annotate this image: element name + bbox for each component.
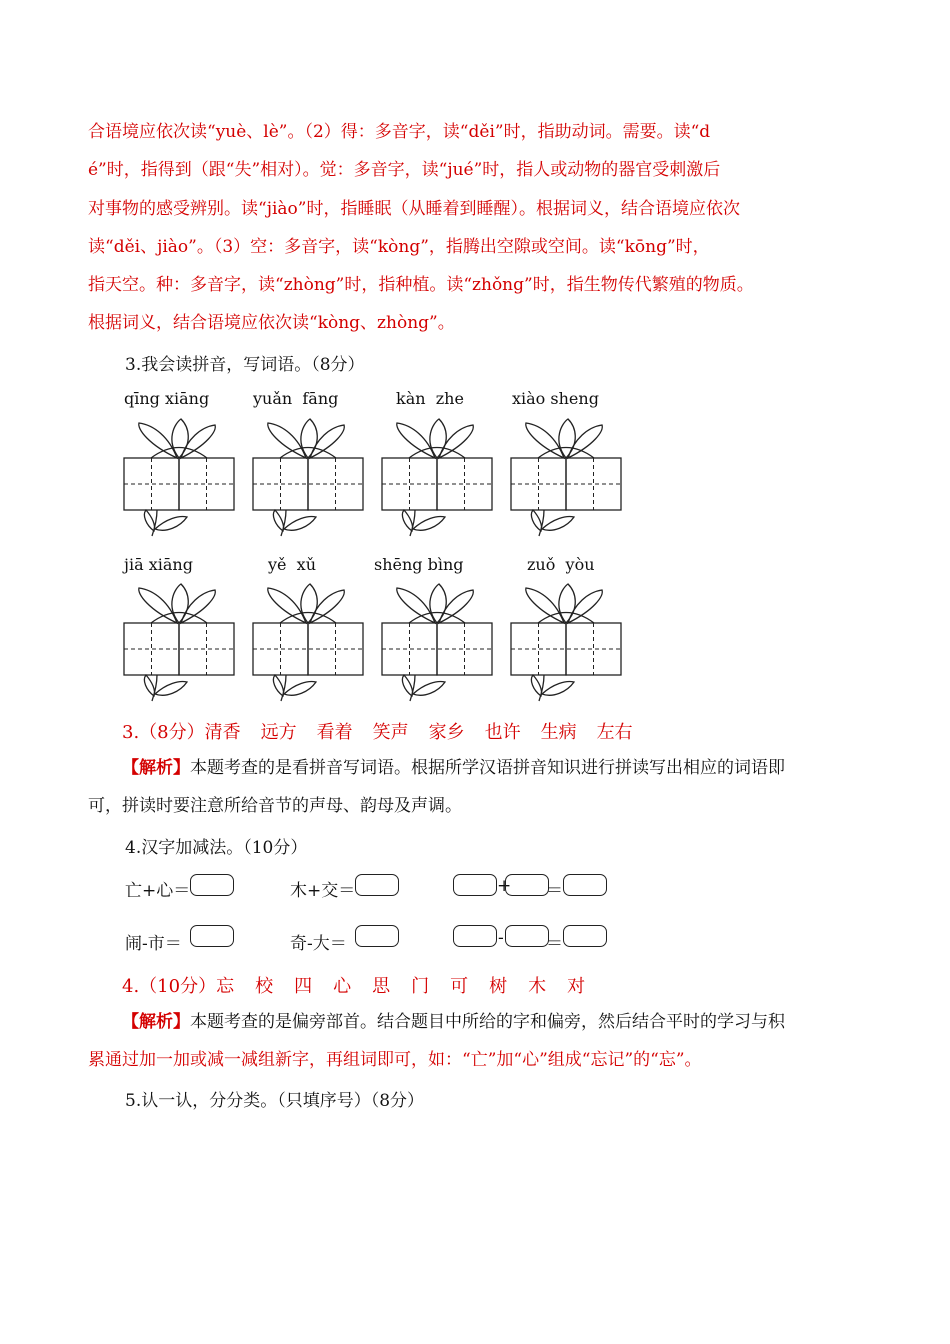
- equation-4: [290, 929, 347, 954]
- analysis-label: 【解析】: [122, 758, 190, 778]
- analysis-text: 本题考查的是看拼音写词语。根据所学汉语拼音知识进行拼读写出相应的词语即: [190, 758, 785, 778]
- flower-grid: [382, 584, 492, 701]
- answer-word: 远方: [260, 722, 297, 743]
- answer-box[interactable]: [505, 925, 549, 947]
- flower-head-arc: [538, 613, 594, 624]
- answer-word: 四: [294, 976, 313, 997]
- writing-grid-row: [0, 415, 950, 540]
- flower-grid: [124, 419, 234, 536]
- answer-word: 对: [567, 976, 586, 997]
- answer-text-line: é”时，指得到（跟“失”相对）。觉：多音字，读“jué”时，指人或动物的器官受刺激后: [88, 160, 721, 180]
- analysis-text: 累通过加一加或减一减组新字，再组词即可，如：“亡”加“心”组成“忘记”的“忘”。: [88, 1050, 702, 1070]
- equation-text: 奇-大＝: [290, 934, 347, 954]
- answer-text-line: 合语境应依次读“yuè、lè”。（2）得：多音字，读“děi”时，指助动词。需要。读“d: [88, 122, 711, 142]
- pinyin-label: jiā xiāng: [124, 555, 193, 574]
- minus-sign: -: [498, 928, 504, 948]
- answer-word: 木: [528, 976, 547, 997]
- equation-text: 木+交＝: [290, 881, 356, 901]
- question-3-title: 3.我会读拼音，写词语。（8分）: [125, 355, 365, 375]
- leaf-icon: [273, 510, 283, 531]
- answer-text-line: 读“děi、jiào”。（3）空：多音字，读“kòng”，指腾出空隙或空间。读“kōng”时，: [88, 237, 710, 257]
- flower-grid: [511, 419, 621, 536]
- leaf-icon: [531, 675, 541, 696]
- answer-box[interactable]: [355, 874, 399, 896]
- answer-box[interactable]: [563, 874, 607, 896]
- answer-box[interactable]: [190, 925, 234, 947]
- answer-box[interactable]: [563, 925, 607, 947]
- flower-grid: [253, 584, 363, 701]
- leaf-icon: [402, 675, 412, 696]
- answer-box[interactable]: [505, 874, 549, 896]
- flower-head-arc: [280, 613, 336, 624]
- answer-text-line: 根据词义，结合语境应依次读“kòng、zhòng”。: [88, 313, 455, 333]
- leaf-icon: [284, 682, 316, 696]
- equation-text: 闹-市＝: [125, 934, 182, 954]
- question-3-answer: [122, 718, 653, 744]
- pinyin-label: qīng xiāng: [124, 389, 210, 408]
- flower-head-arc: [409, 448, 465, 459]
- flower-head-arc: [151, 448, 207, 459]
- answer-word: 可: [450, 976, 469, 997]
- leaf-icon: [144, 510, 154, 531]
- question-4-answer: [122, 972, 606, 998]
- analysis-label: 【解析】: [122, 1012, 190, 1032]
- analysis-text: 可，拼读时要注意所给音节的声母、韵母及声调。: [88, 796, 462, 816]
- answer-box[interactable]: [190, 874, 234, 896]
- leaf-icon: [155, 517, 187, 531]
- pinyin-label: kàn zhe: [396, 389, 464, 408]
- answer-word: 心: [333, 976, 352, 997]
- answer-text-line: 指天空。种：多音字，读“zhòng”时，指种植。读“zhǒng”时，指生物传代繁殖的物质。: [88, 275, 754, 295]
- answer-box[interactable]: [453, 874, 497, 896]
- pinyin-label: yě xǔ: [268, 555, 317, 574]
- pinyin-label: xiào sheng: [512, 389, 599, 408]
- flower-grid: [511, 584, 621, 701]
- answer-text-line: 对事物的感受辨别。读“jiào”时，指睡眠（从睡着到睡醒）。根据词义，结合语境应依次: [88, 199, 740, 219]
- answer-word: 笑声: [372, 722, 409, 743]
- equals-sign: ＝: [546, 881, 563, 901]
- flower-grid: [124, 584, 234, 701]
- equation-text: 亡+心＝: [125, 881, 191, 901]
- flower-grid: [253, 419, 363, 536]
- answer-word: 门: [411, 976, 430, 997]
- pinyin-label: yuǎn fāng: [253, 389, 339, 408]
- leaf-icon: [413, 682, 445, 696]
- answer-word: 家乡: [428, 722, 465, 743]
- leaf-icon: [273, 675, 283, 696]
- flower-head-arc: [409, 613, 465, 624]
- answer-word: 树: [489, 976, 508, 997]
- leaf-icon: [402, 510, 412, 531]
- answer-word: 思: [372, 976, 391, 997]
- answer-word: 看着: [316, 722, 353, 743]
- writing-grid-row: [0, 580, 950, 705]
- pinyin-label: shēng bìng: [374, 555, 464, 574]
- flower-head-arc: [280, 448, 336, 459]
- plus-sign: +: [497, 876, 512, 896]
- answer-prefix: 3.（8分）: [122, 722, 205, 743]
- pinyin-label: zuǒ yòu: [527, 555, 595, 574]
- leaf-icon: [413, 517, 445, 531]
- leaf-icon: [284, 517, 316, 531]
- answer-box[interactable]: [355, 925, 399, 947]
- answer-word: 清香: [204, 722, 241, 743]
- flower-head-arc: [151, 613, 207, 624]
- answer-prefix: 4.（10分）: [122, 976, 217, 997]
- equation-1: [125, 876, 190, 901]
- answer-word: 也许: [484, 722, 521, 743]
- question-3-analysis: [88, 758, 785, 778]
- leaf-icon: [542, 517, 574, 531]
- answer-word: 忘: [216, 976, 235, 997]
- leaf-icon: [531, 510, 541, 531]
- flower-grid: [382, 419, 492, 536]
- analysis-text: 本题考查的是偏旁部首。结合题目中所给的字和偏旁，然后结合平时的学习与积: [190, 1012, 785, 1032]
- question-5-title: 5.认一认，分分类。（只填序号）（8分）: [125, 1091, 425, 1111]
- equals-sign: ＝: [546, 934, 563, 954]
- equation-3: [125, 929, 182, 954]
- leaf-icon: [155, 682, 187, 696]
- question-4-analysis: [88, 1012, 785, 1032]
- answer-box[interactable]: [453, 925, 497, 947]
- answer-word: 左右: [596, 722, 633, 743]
- equation-2: [290, 876, 355, 901]
- leaf-icon: [542, 682, 574, 696]
- answer-word: 生病: [540, 722, 577, 743]
- leaf-icon: [144, 675, 154, 696]
- flower-head-arc: [538, 448, 594, 459]
- answer-word: 校: [255, 976, 274, 997]
- question-4-title: 4.汉字加减法。（10分）: [125, 838, 308, 858]
